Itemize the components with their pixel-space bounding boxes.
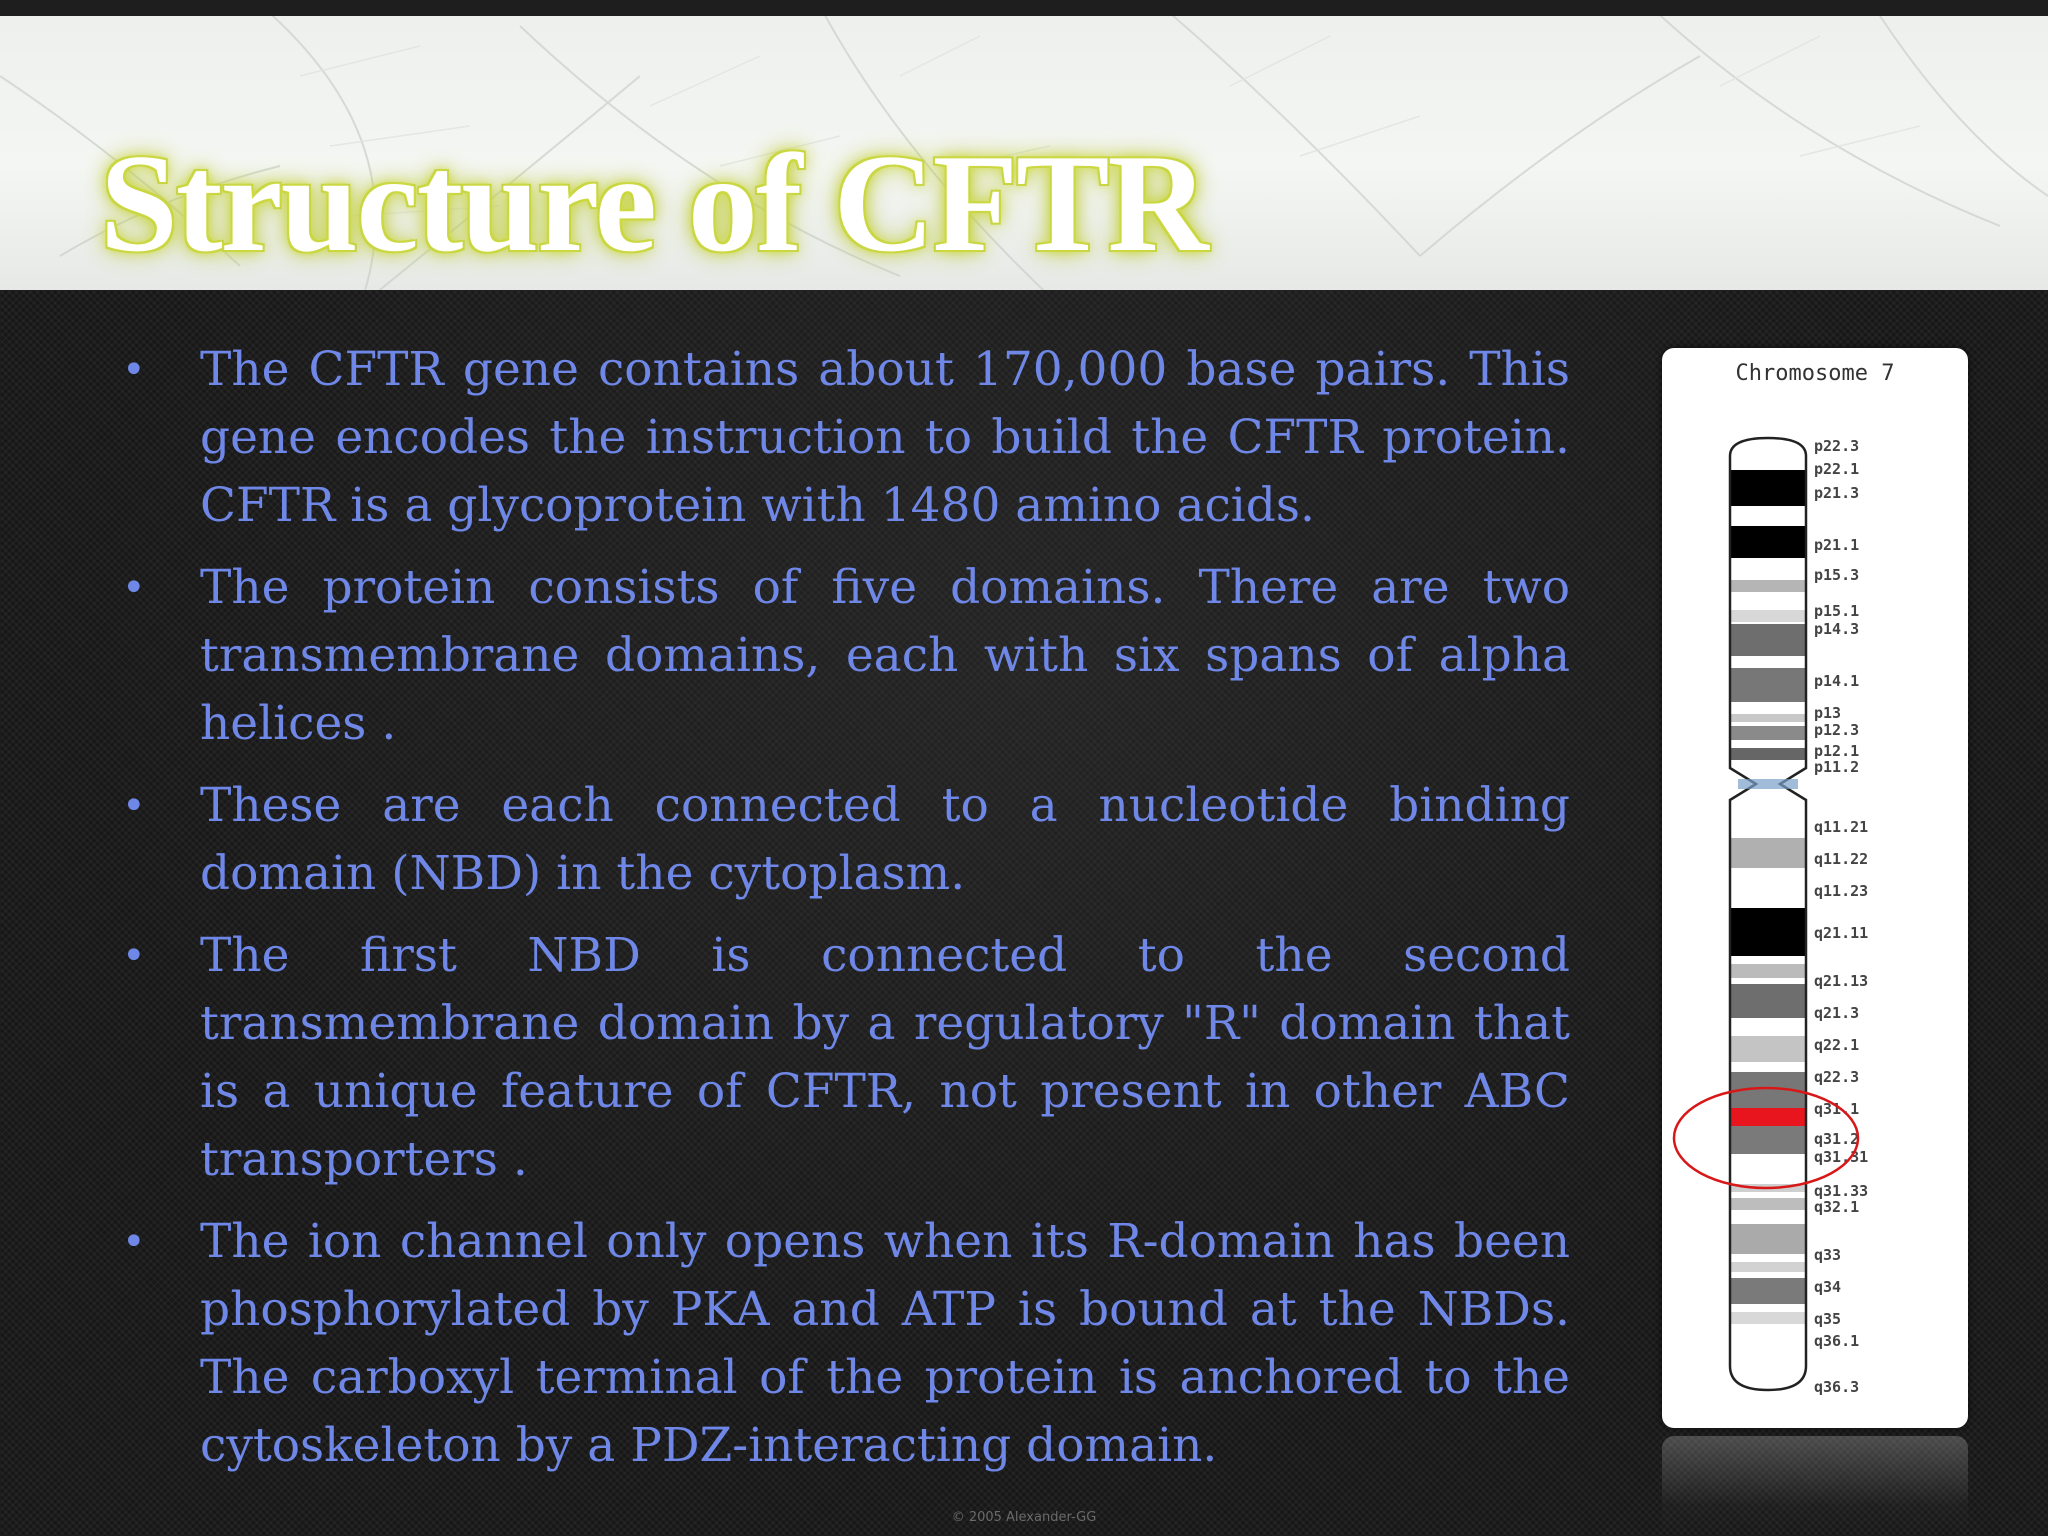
band-label: q21.13 xyxy=(1814,972,1869,990)
band-label: q21.11 xyxy=(1814,924,1869,942)
band-label: p11.2 xyxy=(1814,758,1860,776)
band-label: p21.1 xyxy=(1814,536,1860,554)
band-label: q22.1 xyxy=(1814,1036,1860,1054)
bullet-text: The first NBD is connected to the second transmembrane domain by a regulatory "R" domain that is a unique feature of CFTR, not present in other ABC transporters . xyxy=(200,928,1570,1187)
bullet-dot-icon: • xyxy=(122,1219,146,1265)
band-label: q31.33 xyxy=(1814,1182,1869,1200)
band-label: p12.3 xyxy=(1814,721,1860,739)
band-label: p14.1 xyxy=(1814,672,1860,690)
band-label: q35 xyxy=(1814,1310,1842,1328)
band-label: q32.1 xyxy=(1814,1198,1860,1216)
band-label: q11.23 xyxy=(1814,882,1869,900)
band-label: q33 xyxy=(1814,1246,1842,1264)
bullet-text: The protein consists of five domains. There are two transmembrane domains, each with six spans of alpha helices . xyxy=(200,560,1570,751)
bullet-item xyxy=(110,1208,1570,1480)
chromosome-title: Chromosome 7 xyxy=(1735,361,1895,386)
band-label: q34 xyxy=(1814,1278,1842,1296)
bullet-item xyxy=(110,554,1570,758)
band-label: q31.2 xyxy=(1814,1130,1860,1148)
band-label: q11.22 xyxy=(1814,850,1869,868)
chromosome-7-ideogram-card xyxy=(1662,348,1968,1428)
band-label: p12.1 xyxy=(1814,742,1860,760)
band-label: q11.21 xyxy=(1814,818,1869,836)
bullet-text: The ion channel only opens when its R-domain has been phosphorylated by PKA and ATP is bound at the NBDs. The carboxyl terminal of the protein is anchored to the cytoskeleton by a PDZ-interacting domain. xyxy=(200,1214,1570,1473)
chromosome-body xyxy=(1730,438,1806,1390)
bullet-list xyxy=(110,336,1570,1494)
band-label: q36.3 xyxy=(1814,1378,1860,1396)
bullet-text: These are each connected to a nucleotide binding domain (NBD) in the cytoplasm. xyxy=(200,778,1570,901)
bullet-dot-icon: • xyxy=(122,783,146,829)
band-label: q22.3 xyxy=(1814,1068,1860,1086)
bullet-text: The CFTR gene contains about 170,000 base pairs. This gene encodes the instruction to build the CFTR protein. CFTR is a glycoprotein with 1480 amino acids. xyxy=(200,342,1570,533)
band-label: p22.1 xyxy=(1814,460,1860,478)
band-label: q21.3 xyxy=(1814,1004,1860,1022)
band-label: p21.3 xyxy=(1814,484,1860,502)
top-bar xyxy=(0,0,2048,16)
band-label: p22.3 xyxy=(1814,437,1860,455)
band-label: p15.1 xyxy=(1814,602,1860,620)
band-label: q31.31 xyxy=(1814,1148,1869,1166)
image-credit: © 2005 Alexander-GG xyxy=(951,1510,1097,1525)
band-label: q31.1 xyxy=(1814,1100,1860,1118)
bullet-dot-icon: • xyxy=(122,347,146,393)
bullet-item xyxy=(110,336,1570,540)
band-label: q36.1 xyxy=(1814,1332,1860,1350)
band-label: p13 xyxy=(1814,704,1842,722)
bullet-dot-icon: • xyxy=(122,933,146,979)
header-band xyxy=(0,16,2048,290)
bullet-item xyxy=(110,922,1570,1194)
chromosome-ideogram xyxy=(1662,348,1968,1428)
bullet-dot-icon: • xyxy=(122,565,146,611)
bullet-item xyxy=(110,772,1570,908)
band-label: p15.3 xyxy=(1814,566,1860,584)
slide-title: Structure of CFTR xyxy=(100,126,1207,281)
band-label: p14.3 xyxy=(1814,620,1860,638)
